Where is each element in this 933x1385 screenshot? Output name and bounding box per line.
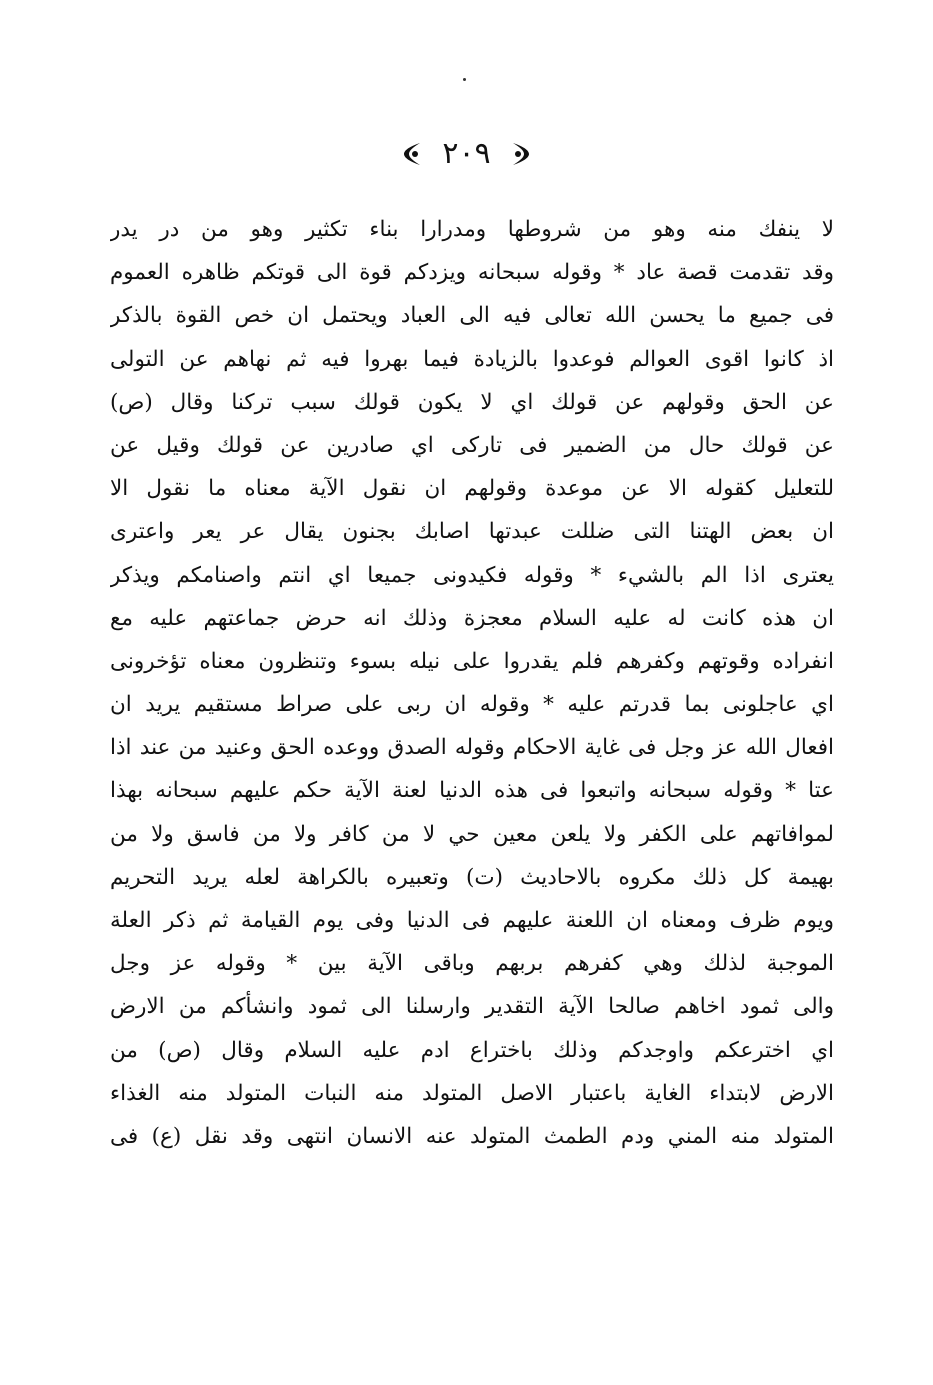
text-line: وقد تقدمت قصة عاد * وقوله سبحانه ويزدكم قوة الى قوتكم ظاهره العموم <box>110 260 834 286</box>
text-line: يعترى اذا الم بالشيء * وقوله فكيدونى جميعا اي انتم واصنامكم ويذكر <box>110 562 834 588</box>
text-line: الارض لابتداء الغاية باعتبار الاصل المتولد منه النبات المتولد منه الغذاء <box>110 1080 834 1106</box>
right-ornament-icon <box>509 139 535 169</box>
left-ornament-icon <box>398 139 424 169</box>
text-line: لا ينفك منه وهو من شروطها ومدرارا بناء تكثير وهو من در يدر <box>110 217 834 242</box>
text-line: ان بعض الهتنا التى ضللت عبدتها اصابك بجنون يقال عر يعر واعترى <box>110 519 834 545</box>
text-line: عتا * وقوله سبحانه واتبعوا فى هذه الدنيا لعنة الآية حكم عليهم سبحانه بهذا <box>110 778 834 804</box>
text-line: عن قولك حال من الضمير فى تاركى اي صادرين عن قولك وقيل عن <box>110 432 834 458</box>
text-line: اي اخترعكم واوجدكم وذلك باختراع ادم عليه السلام وقال (ص) من <box>110 1037 834 1063</box>
text-line: ويوم ظرف ومعناه ان اللعنة عليهم فى الدنيا وفى يوم القيامة ثم ذكر العلة <box>110 908 834 933</box>
text-line: اي عاجلونى بما قدرتم عليه * وقوله ان ربى على صراط مستقيم يريد ان <box>110 692 834 718</box>
text-line: انفراده وقوتهم وكفرهم فلم يقدروا على نيله بسوء وتنظرون معناه تؤخرونى <box>110 648 834 674</box>
page-number: ٢٠٩ <box>442 136 491 171</box>
text-line: فى جميع ما يحسن الله تعالى فيه الى العباد ويحتمل ان خص القوة بالذكر <box>110 303 834 329</box>
text-line: افعال الله عز وجل فى غاية الاحكام وقوله الصدق ووعده الحق وعنيد من عند اذا <box>110 735 834 761</box>
text-line: والى ثمود اخاهم صالحا الآية التقدير وارسلنا الى ثمود وانشأكم من الارض <box>110 994 834 1020</box>
text-line: عن الحق وقولهم عن قولك اي لا يكون قولك سبب تركنا وقال (ص) <box>110 389 834 415</box>
text-line: الموجبة لذلك وهي كفرهم بربهم وباقى الآية بين * وقوله عز وجل <box>110 951 834 977</box>
text-line: لموافاتهم على الكفر ولا يلعن معين حي لا من كافر ولا من فاسق ولا من <box>110 821 834 847</box>
text-line: اذ كانوا اقوى العوالم فوعدوا بالزيادة فيما بهروا فيه ثم نهاهم عن التولى <box>110 346 834 372</box>
body-text <box>110 208 834 1158</box>
page-header <box>0 132 933 176</box>
text-line: المتولد منه المني ودم الطمث المتولد عنه الانسان انتهى وقد نقل (ع) فى <box>110 1123 834 1149</box>
text-line: للتعليل كقوله الا عن موعدة وقولهم ان نقول الآية معناه ما نقول الا <box>110 476 834 502</box>
text-line: ان هذه كانت له عليه السلام معجزة وذلك انه حرض جماعتهم عليه مع <box>110 605 834 631</box>
text-line: بهيمة كل ذلك مكروه بالاحاديث (ت) وتعبيره بالكراهة لعله يريد التحريم <box>110 864 834 890</box>
top-dot-mark <box>463 78 466 81</box>
